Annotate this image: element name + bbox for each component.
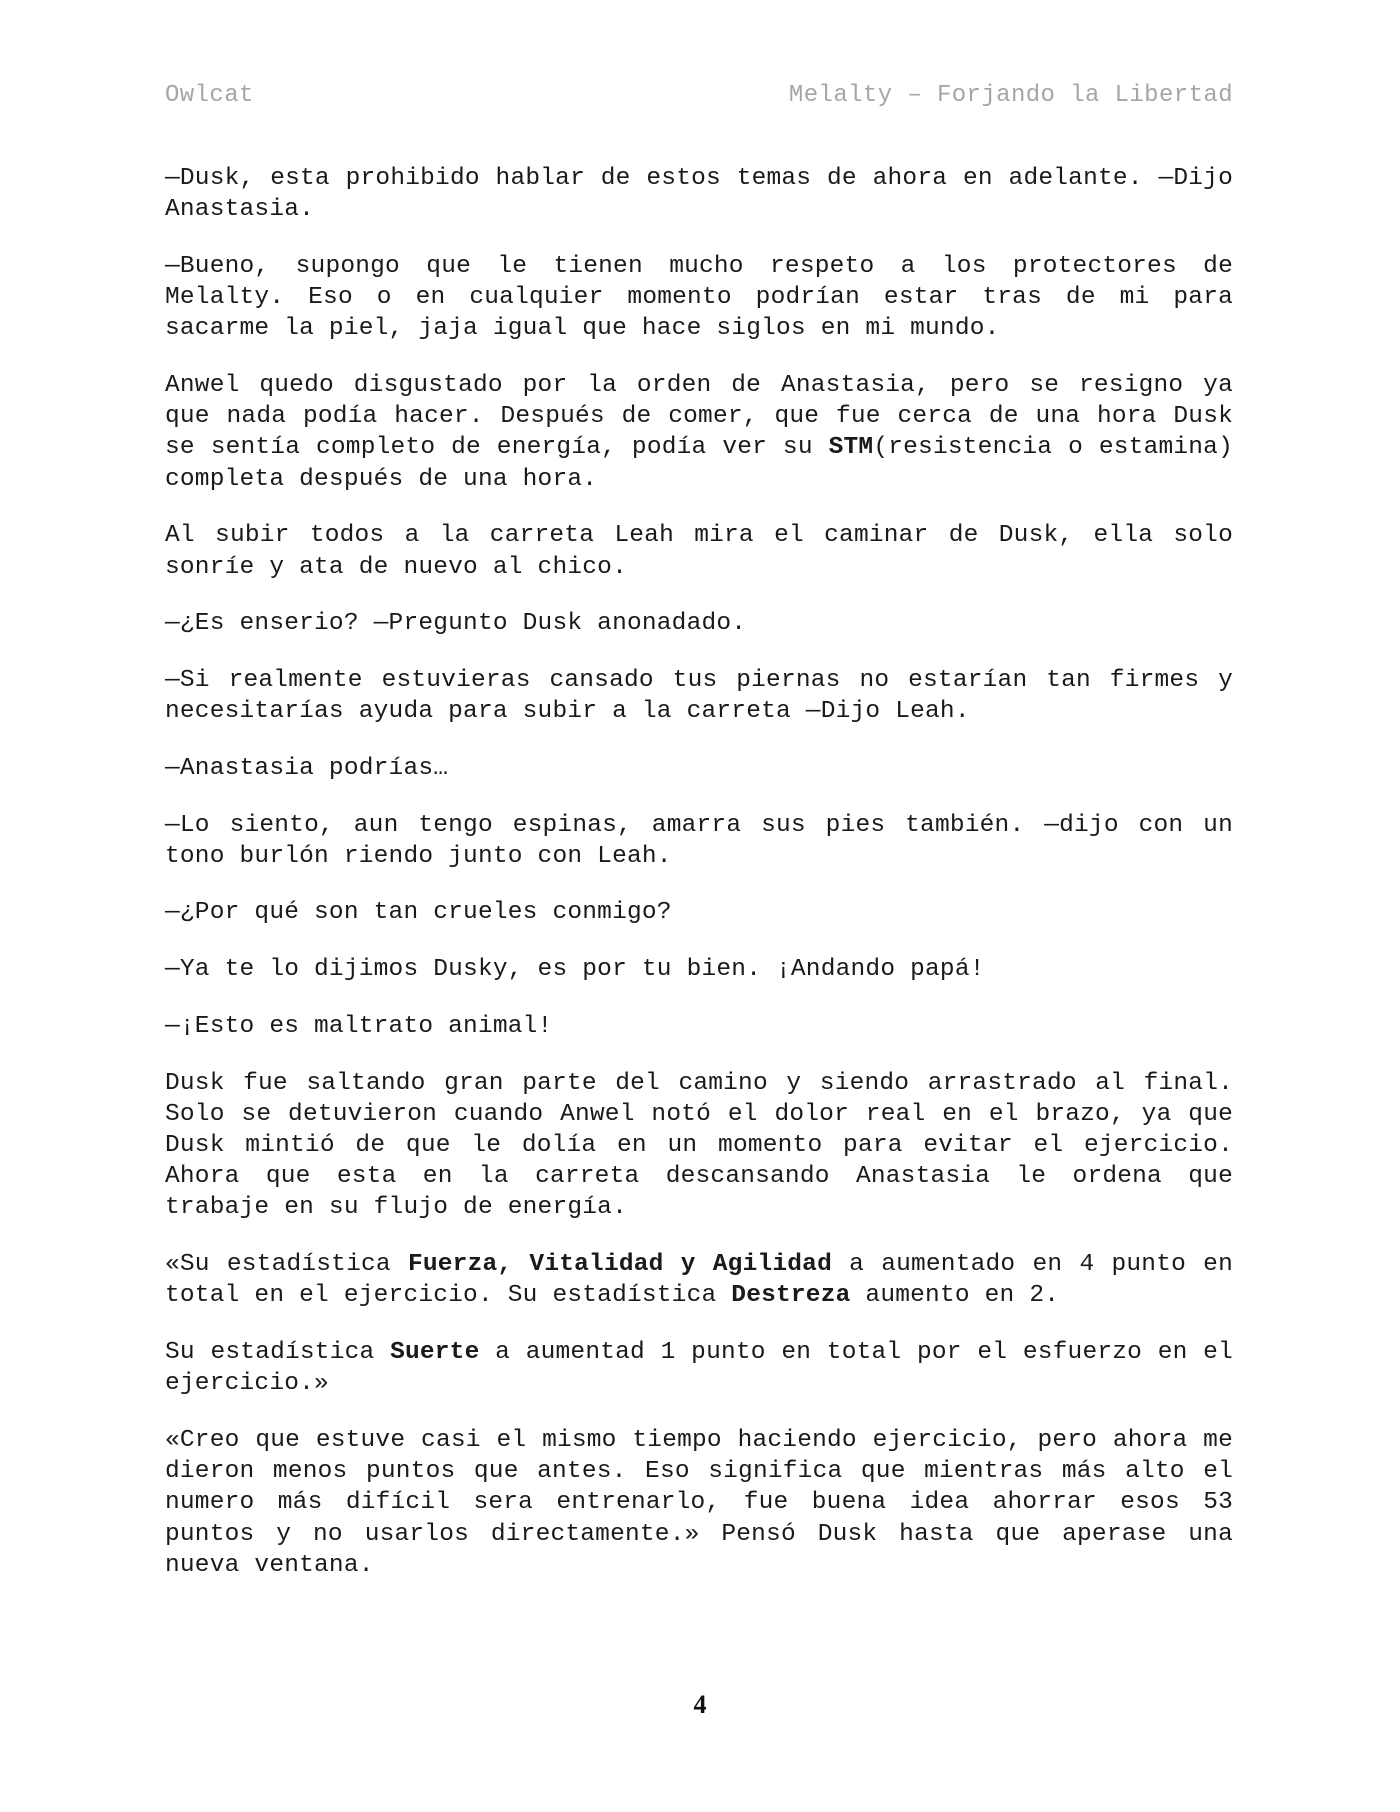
text-run: «Su estadística [165,1251,408,1279]
paragraph [165,520,1233,582]
text-run: —¿Es enserio? —Pregunto Dusk anonadado. [165,610,747,638]
text-run: —Lo siento, aun tengo espinas, amarra sus pies también. —dijo con un tono burlón riendo junto con Leah. [165,811,1233,870]
text-run: aumento en 2. [850,1282,1060,1310]
paragraph [165,810,1233,872]
bold-term: STM [828,434,874,462]
text-run: Al subir todos a la carreta Leah mira el caminar de Dusk, ella solo sonríe y ata de nuevo al chico. [165,522,1233,581]
paragraph [165,608,1233,639]
paragraph [165,370,1233,495]
bold-term: Suerte [390,1338,480,1366]
paragraph [165,665,1233,727]
text-run: Anwel quedo disgustado por la orden de Anastasia, pero se resigno ya que nada podía hacer. Después de comer, que fue cerca de una hora Dusk se sentía completo de energía, podía ver su [165,372,1233,462]
bold-term: Destreza [731,1282,851,1310]
text-run: —Bueno, supongo que le tienen mucho respeto a los protectores de Melalty. Eso o en cualquier momento podrían estar tras de mi para sacarme la piel, jaja igual que hace siglos en mi mundo. [165,252,1233,343]
text-run: —Si realmente estuvieras cansado tus piernas no estarían tan firmes y necesitarías ayuda para subir a la carreta —Dijo Leah. [165,666,1233,726]
text-run: (resistencia o estamina) completa después de una hora. [165,434,1233,493]
page-number: 4 [693,1690,707,1719]
header-author: Owlcat [165,82,254,109]
text-run: —Dusk, esta prohibido hablar de estos temas de ahora en adelante. —Dijo Anastasia. [165,165,1233,224]
text-run: a aumentado en 4 punto en total en el ejercicio. Su estadística [165,1251,1233,1310]
text-run: Su estadística [165,1338,391,1366]
text-run: —¿Por qué son tan crueles conmigo? [165,899,672,927]
text-run: —¡Esto es maltrato animal! [165,1012,553,1040]
text-run: «Creo que estuve casi el mismo tiempo haciendo ejercicio, pero ahora me dieron menos puntos que antes. Eso significa que mientras más alto el numero más difícil sera entrenarlo, fue buena idea ahorrar esos 53 puntos y no usarlos directamente.» Pensó Dusk hasta que aperase una nueva ventana. [165,1426,1233,1579]
text-run: Dusk fue saltando gran parte del camino y siendo arrastrado al final. Solo se detuvieron cuando Anwel notó el dolor real en el brazo, ya que Dusk mintió de que le dolía en un momento para evitar el ejercicio. Ahora que esta en la carreta descansando Anastasia le ordena que trabaje en su flujo de energía. [165,1069,1233,1222]
paragraph [165,753,1233,784]
paragraph [165,1068,1233,1224]
paragraph [165,1425,1233,1581]
paragraph [165,1011,1233,1042]
text-run: a aumentad 1 punto en total por el esfuerzo en el ejercicio.» [165,1338,1233,1398]
paragraph [165,897,1233,928]
header-title: Melalty – Forjando la Libertad [788,82,1233,109]
body-text [165,163,1233,1606]
paragraph [165,163,1233,225]
text-run: —Anastasia podrías… [165,754,449,782]
bold-term: Fuerza, Vitalidad y Agilidad [407,1251,832,1279]
paragraph [165,1249,1233,1311]
running-header [165,82,1233,109]
text-run: —Ya te lo dijimos Dusky, es por tu bien. ¡Andando papá! [165,956,985,984]
paragraph [165,251,1233,345]
paragraph [165,1337,1233,1399]
paragraph [165,954,1233,985]
